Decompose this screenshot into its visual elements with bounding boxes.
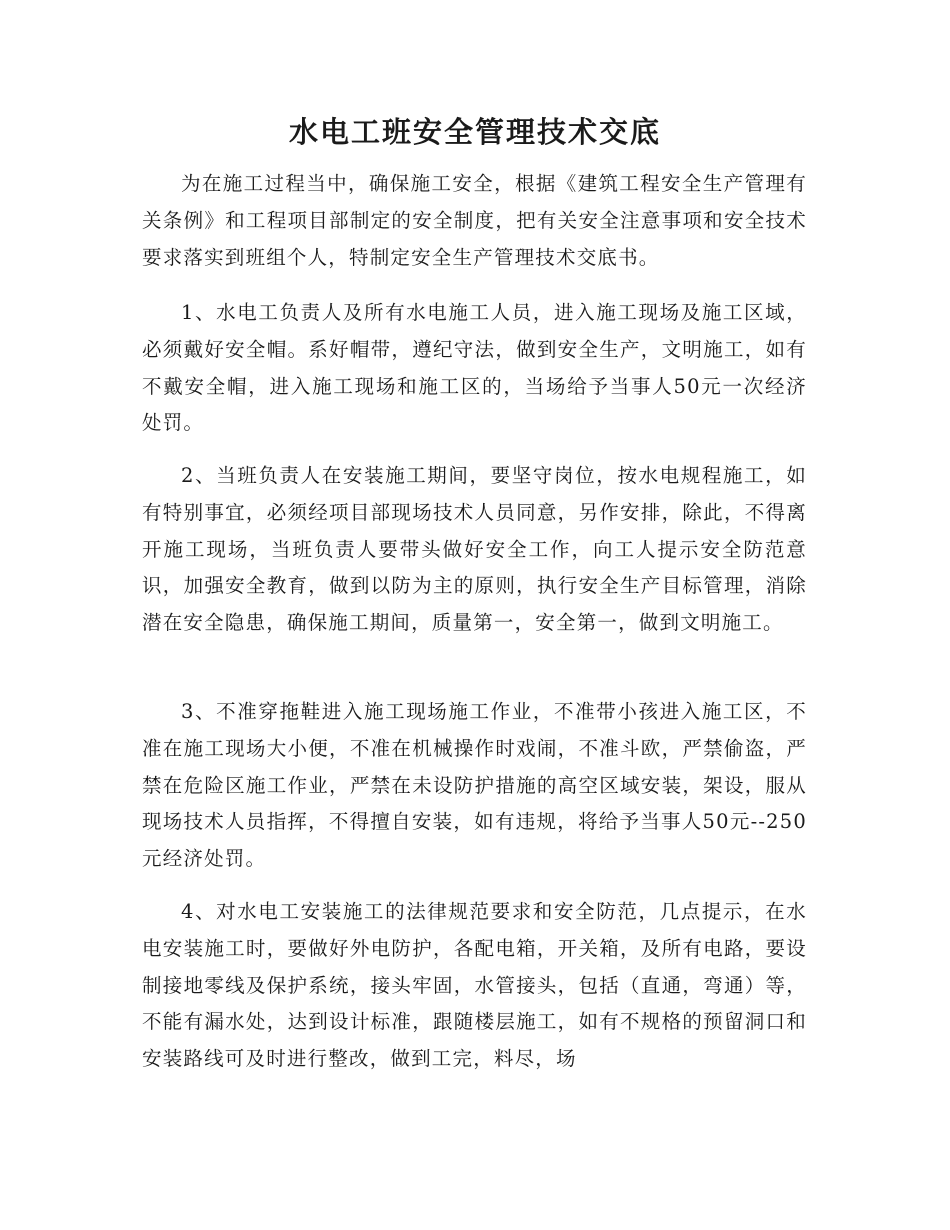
intro-paragraph: 为在施工过程当中，确保施工安全，根据《建筑工程安全生产管理有关条例》和工程项目部制定的安全制度，把有关安全注意事项和安全技术要求落实到班组个人，特制定安全生产管理技术交底书。 bbox=[142, 172, 807, 269]
document-title: 水电工班安全管理技术交底 bbox=[288, 115, 661, 149]
clause-2-paragraph: 2、当班负责人在安装施工期间，要坚守岗位，按水电规程施工，如有特别事宜，必须经项目部现场技术人员同意，另作安排，除此，不得离开施工现场，当班负责人要带头做好安全工作，向工人提示安全防范意识，加强安全教育，做到以防为主的原则，执行安全生产目标管理，消除潜在安全隐患，确保施工期间，质量第一，安全第一，做到文明施工。 bbox=[142, 464, 807, 635]
clause-4-paragraph: 4、对水电工安装施工的法律规范要求和安全防范，几点提示，在水电安装施工时，要做好外电防护，各配电箱，开关箱，及所有电路，要设制接地零线及保护系统，接头牢固，水管接头，包括（直通，弯通）等，不能有漏水处，达到设计标准，跟随楼层施工，如有不规格的预留洞口和安装路线可及时进行整改，做到工完，料尽，场 bbox=[142, 900, 807, 1071]
clause-3-paragraph: 3、不准穿拖鞋进入施工现场施工作业，不准带小孩进入施工区，不准在施工现场大小便，不准在机械操作时戏闹，不准斗欧，严禁偷盗，严禁在危险区施工作业，严禁在未设防护措施的高空区域安装，架设，服从现场技术人员指挥，不得擅自安装，如有违规，将给予当事人50元--250元经济处罚。 bbox=[142, 700, 807, 871]
clause-1-paragraph: 1、水电工负责人及所有水电施工人员，进入施工现场及施工区域，必须戴好安全帽。系好帽带，遵纪守法，做到安全生产，文明施工，如有不戴安全帽，进入施工现场和施工区的，当场给予当事人50元一次经济处罚。 bbox=[142, 301, 807, 435]
